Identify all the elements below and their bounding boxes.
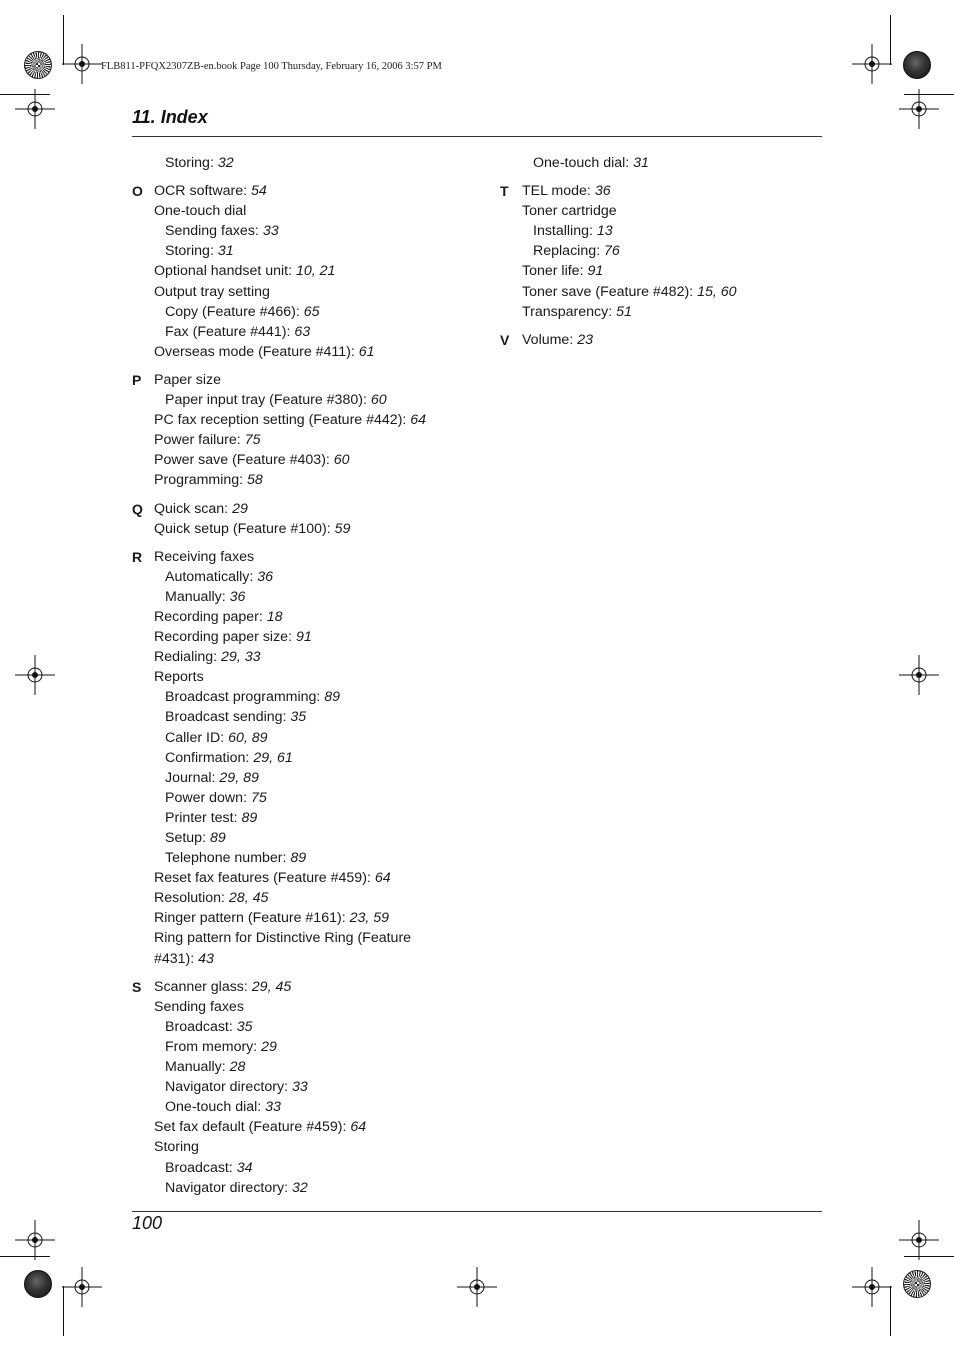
page-reference[interactable]: 89 <box>241 809 258 826</box>
index-entry <box>154 1077 482 1097</box>
index-entry <box>154 370 482 390</box>
page-reference[interactable]: 91 <box>295 629 312 646</box>
crosshair-icon <box>62 44 102 84</box>
index-entry <box>154 949 482 969</box>
trim-line <box>904 1256 954 1257</box>
index-letter: T <box>500 183 509 200</box>
index-entry <box>522 221 850 241</box>
page-reference[interactable]: 64 <box>410 412 427 429</box>
index-term: Toner cartridge <box>522 203 617 220</box>
page-reference[interactable]: 64 <box>374 870 391 887</box>
index-entry <box>154 977 482 997</box>
crosshair-icon <box>15 89 55 129</box>
index-term: Toner life: <box>522 263 588 280</box>
index-term: TEL mode: <box>522 183 595 200</box>
index-term: #431): <box>154 950 199 967</box>
index-entry <box>522 201 850 221</box>
trim-line <box>890 1286 891 1336</box>
index-term: Overseas mode (Feature #411): <box>154 343 359 360</box>
page-reference[interactable]: 54 <box>250 183 267 200</box>
crosshair-icon <box>852 1267 892 1307</box>
index-entry <box>154 547 482 567</box>
page-reference[interactable]: 10, 21 <box>295 263 336 280</box>
index-column-left <box>132 153 482 1206</box>
index-entry <box>154 410 482 430</box>
index-entry <box>154 888 482 908</box>
crosshair-icon <box>899 89 939 129</box>
book-slug: FLB811-PFQX2307ZB-en.book Page 100 Thursday, February 16, 2006 3:57 PM <box>101 61 442 72</box>
page-reference[interactable]: 31 <box>217 243 234 260</box>
trim-line <box>63 1286 64 1336</box>
index-term: Storing: <box>165 243 218 260</box>
index-entry <box>154 499 482 519</box>
index-entry <box>154 241 482 261</box>
page-reference[interactable]: 63 <box>294 323 311 340</box>
index-entry <box>154 828 482 848</box>
page-reference[interactable]: 13 <box>596 223 613 240</box>
index-term: Journal: <box>165 769 220 786</box>
index-term: Broadcast: <box>165 1159 237 1176</box>
index-column-right <box>500 153 850 358</box>
index-entry <box>154 848 482 868</box>
index-entry <box>154 908 482 928</box>
index-term: One-touch dial: <box>165 1099 266 1116</box>
index-entry <box>154 1017 482 1037</box>
page-reference[interactable]: 29 <box>261 1038 277 1055</box>
index-term: PC fax reception setting (Feature #442): <box>154 412 411 429</box>
index-term: Power failure: <box>154 432 245 449</box>
index-term: Quick scan: <box>154 500 233 517</box>
index-term: Ringer pattern (Feature #161): <box>154 910 350 927</box>
crosshair-icon <box>899 1220 939 1260</box>
index-entry <box>154 261 482 281</box>
index-entry <box>154 808 482 828</box>
index-entry <box>522 330 850 350</box>
index-term: Fax (Feature #441): <box>165 323 295 340</box>
index-entry <box>154 748 482 768</box>
index-entry <box>154 868 482 888</box>
page-reference[interactable]: 32 <box>291 1179 308 1196</box>
index-entry <box>154 647 482 667</box>
index-entry <box>154 181 482 201</box>
trim-line <box>890 15 891 65</box>
page-reference[interactable]: 58 <box>247 472 263 489</box>
index-term: One-touch dial: <box>533 155 634 171</box>
index-group <box>132 977 482 1198</box>
index-group <box>132 370 482 491</box>
index-group <box>132 153 482 173</box>
index-entry <box>154 567 482 587</box>
index-entry <box>154 519 482 539</box>
index-entry <box>154 788 482 808</box>
registration-disc-icon <box>24 51 52 79</box>
index-entry <box>154 1117 482 1137</box>
index-entry <box>154 153 482 173</box>
index-term: Redialing: <box>154 649 222 666</box>
index-entry <box>154 1037 482 1057</box>
page-reference[interactable]: 36 <box>594 183 611 200</box>
index-term: Toner save (Feature #482): <box>522 283 698 300</box>
section-title: 11. Index <box>132 107 208 127</box>
crosshair-icon <box>15 655 55 695</box>
registration-disc-icon <box>903 1270 931 1298</box>
index-letter: V <box>500 331 510 348</box>
page-reference[interactable]: 89 <box>209 830 226 846</box>
header-rule <box>132 136 822 137</box>
index-entry <box>522 302 850 322</box>
trim-line <box>904 94 954 95</box>
trim-line <box>63 15 64 65</box>
index-entry <box>154 687 482 707</box>
index-term: Paper size <box>154 371 222 388</box>
index-term: Power save (Feature #403): <box>154 452 334 469</box>
index-term: Paper input tray (Feature #380): <box>165 392 371 409</box>
page-reference[interactable]: 18 <box>266 608 283 625</box>
index-term: Set fax default (Feature #459): <box>154 1119 351 1136</box>
index-letter: P <box>132 371 142 388</box>
page-reference[interactable]: 60 <box>333 452 350 469</box>
page-reference[interactable]: 29 <box>232 500 248 517</box>
index-term: Broadcast programming: <box>165 689 325 706</box>
index-entry <box>154 587 482 607</box>
index-term: Reports <box>154 669 204 686</box>
trim-line <box>0 94 50 95</box>
index-term: Quick setup (Feature #100): <box>154 520 335 537</box>
index-entry <box>154 342 482 362</box>
index-term: Optional handset unit: <box>154 263 296 280</box>
index-letter: S <box>132 978 142 995</box>
page-reference[interactable]: 51 <box>616 303 632 320</box>
index-group <box>500 181 850 322</box>
index-entry <box>154 430 482 450</box>
page-reference[interactable]: 60, 89 <box>228 729 268 746</box>
index-entry <box>154 1137 482 1157</box>
crosshair-icon <box>457 1267 497 1307</box>
page-reference[interactable]: 89 <box>290 850 307 867</box>
index-entry <box>154 928 482 948</box>
index-entry <box>154 728 482 748</box>
index-term: OCR software: <box>154 183 251 200</box>
index-entry <box>154 997 482 1017</box>
index-entry <box>522 181 850 201</box>
index-term: Broadcast: <box>165 1018 237 1035</box>
index-entry <box>522 241 850 261</box>
page-reference[interactable]: 29, 33 <box>221 649 261 666</box>
crosshair-icon <box>62 1267 102 1307</box>
index-entry <box>154 470 482 490</box>
footer-rule <box>132 1211 822 1212</box>
index-entry <box>154 390 482 410</box>
page-reference[interactable]: 75 <box>244 432 261 449</box>
page-reference[interactable]: 15, 60 <box>697 283 737 300</box>
page-reference[interactable]: 36 <box>229 588 246 605</box>
index-group <box>500 153 850 173</box>
index-term: Storing <box>154 1139 199 1156</box>
index-term: Recording paper size: <box>154 629 296 646</box>
trim-line <box>0 1256 50 1257</box>
index-group <box>132 547 482 969</box>
page-reference[interactable]: 64 <box>350 1119 367 1136</box>
page-reference[interactable]: 76 <box>603 243 620 260</box>
index-term: Printer test: <box>165 809 242 826</box>
index-term: Confirmation: <box>165 749 254 766</box>
index-term: One-touch dial <box>154 203 247 220</box>
page-reference[interactable]: 29, 45 <box>251 978 292 995</box>
index-entry <box>154 1178 482 1198</box>
index-term: Navigator directory: <box>165 1079 292 1096</box>
page-reference[interactable]: 33 <box>265 1099 281 1116</box>
index-term: Replacing: <box>533 243 604 260</box>
page-number: 100 <box>132 1213 163 1233</box>
index-entry <box>154 627 482 647</box>
index-term: Transparency: <box>522 303 617 320</box>
index-entry <box>154 1158 482 1178</box>
index-entry <box>154 667 482 687</box>
index-term: Setup: <box>165 830 210 846</box>
page-reference[interactable]: 29, 61 <box>253 749 293 766</box>
index-term: Automatically: <box>165 568 258 585</box>
page-reference[interactable]: 59 <box>334 520 351 537</box>
page-reference[interactable]: 61 <box>358 343 375 360</box>
page-reference[interactable]: 32 <box>217 155 234 171</box>
registration-disc-icon <box>903 51 931 79</box>
index-term: Caller ID: <box>165 729 229 746</box>
index-entry <box>154 1057 482 1077</box>
crosshair-icon <box>15 1220 55 1260</box>
index-letter: O <box>132 183 143 200</box>
index-entry <box>154 450 482 470</box>
index-entry <box>522 153 850 173</box>
index-entry <box>154 322 482 342</box>
index-term: Manually: <box>165 1059 230 1076</box>
index-entry <box>154 201 482 221</box>
index-entry <box>154 221 482 241</box>
index-term: Ring pattern for Distinctive Ring (Feature <box>154 930 412 947</box>
index-term: Sending faxes: <box>165 223 263 240</box>
page-reference[interactable]: 89 <box>324 689 341 706</box>
index-group <box>132 499 482 539</box>
index-letter: R <box>132 548 143 565</box>
index-entry <box>154 707 482 727</box>
index-group <box>500 330 850 350</box>
index-entry <box>154 282 482 302</box>
page-reference[interactable]: 29, 89 <box>219 769 259 786</box>
index-term: Power down: <box>165 789 251 806</box>
page-reference[interactable]: 28, 45 <box>228 890 269 907</box>
index-term: Storing: <box>165 155 218 171</box>
page-reference[interactable]: 31 <box>633 155 649 171</box>
index-term: Navigator directory: <box>165 1179 292 1196</box>
index-entry <box>154 607 482 627</box>
index-term: Installing: <box>533 223 597 240</box>
crosshair-icon <box>852 44 892 84</box>
index-term: Scanner glass: <box>154 978 252 995</box>
index-term: Receiving faxes <box>154 548 255 565</box>
index-entry <box>154 768 482 788</box>
page-reference[interactable]: 28 <box>229 1059 246 1076</box>
index-entry <box>154 302 482 322</box>
page-reference[interactable]: 23 <box>577 331 593 348</box>
page-reference[interactable]: 23, 59 <box>349 910 390 927</box>
index-term: Sending faxes <box>154 998 244 1015</box>
page-reference[interactable]: 36 <box>257 568 274 585</box>
index-term: Volume: <box>522 331 578 348</box>
page-reference[interactable]: 75 <box>250 789 267 806</box>
index-term: Manually: <box>165 588 230 605</box>
crosshair-icon <box>899 655 939 695</box>
index-entry <box>522 261 850 281</box>
index-term: Copy (Feature #466): <box>165 303 304 320</box>
index-letter: Q <box>132 500 143 517</box>
page-reference[interactable]: 91 <box>587 263 604 280</box>
page-reference[interactable]: 34 <box>236 1159 253 1176</box>
registration-disc-icon <box>24 1270 52 1298</box>
index-term: Recording paper: <box>154 608 267 625</box>
page-reference[interactable]: 33 <box>291 1079 308 1096</box>
index-term: Reset fax features (Feature #459): <box>154 870 375 887</box>
page-reference[interactable]: 43 <box>198 950 214 967</box>
index-term: Output tray setting <box>154 283 270 300</box>
page-reference[interactable]: 60 <box>370 392 387 409</box>
index-entry <box>522 282 850 302</box>
page-reference[interactable]: 33 <box>262 223 279 240</box>
index-term: From memory: <box>165 1038 262 1055</box>
page-reference[interactable]: 65 <box>303 303 320 320</box>
page-reference[interactable]: 35 <box>290 709 307 726</box>
index-term: Telephone number: <box>165 850 291 867</box>
index-entry <box>154 1097 482 1117</box>
index-term: Broadcast sending: <box>165 709 291 726</box>
index-term: Programming: <box>154 472 248 489</box>
index-group <box>132 181 482 362</box>
index-term: Resolution: <box>154 890 229 907</box>
page-reference[interactable]: 35 <box>236 1018 253 1035</box>
